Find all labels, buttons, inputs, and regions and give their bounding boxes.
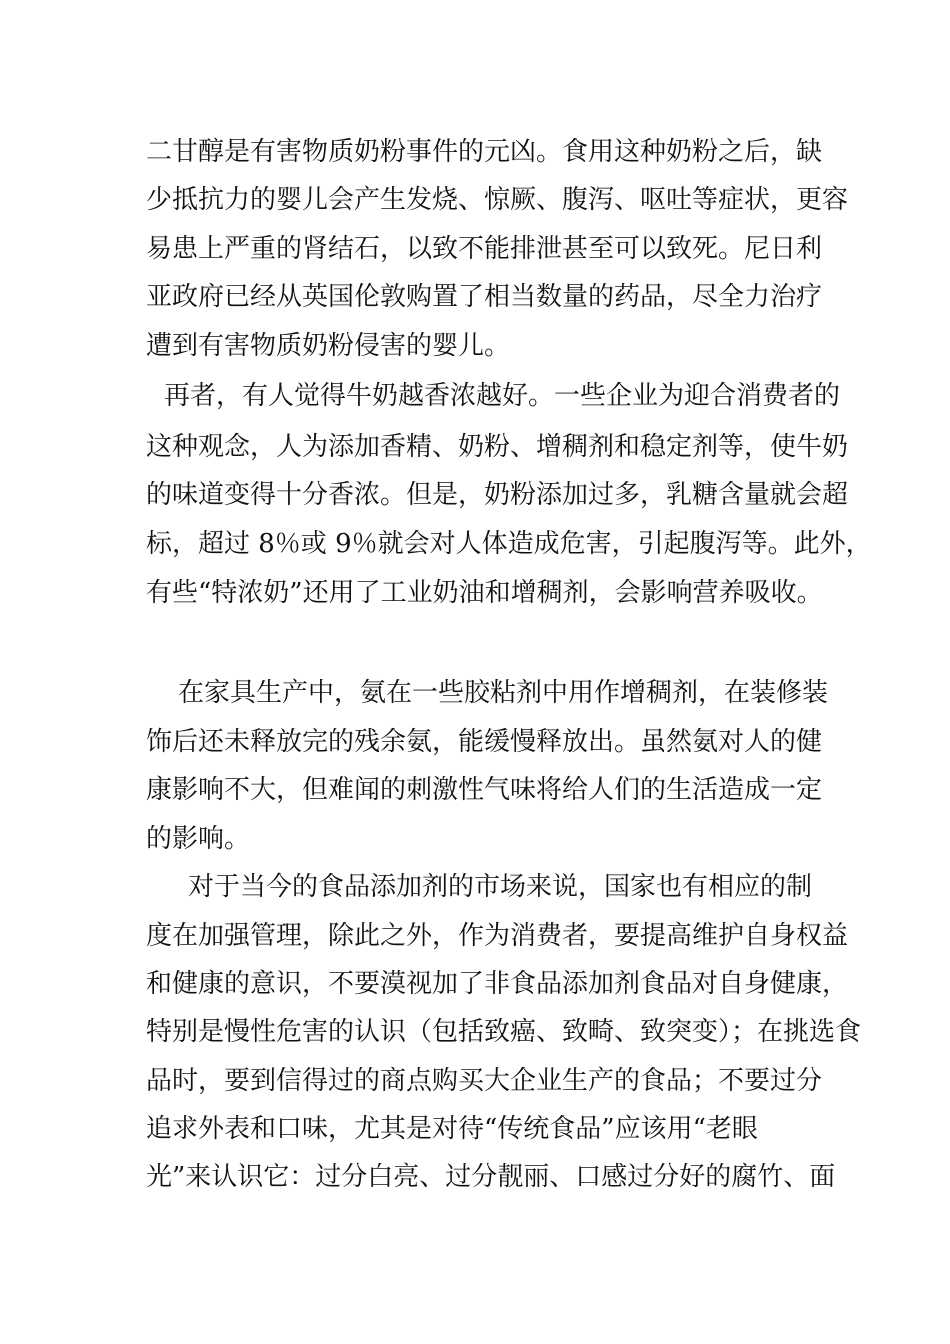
text-line: 和健康的意识，不要漠视加了非食品添加剂食品对自身健康， (146, 969, 849, 999)
text-line: 这种观念，人为添加香精、奶粉、增稠剂和稳定剂等，使牛奶 (146, 432, 849, 462)
text-line: 易患上严重的肾结石，以致不能排泄甚至可以致死。尼日利 (146, 234, 823, 264)
text-line: 品时，要到信得过的商点购买大企业生产的食品；不要过分 (146, 1066, 823, 1096)
text-line: 对于当今的食品添加剂的市场来说，国家也有相应的制 (188, 872, 813, 902)
text-line: 遭到有害物质奶粉侵害的婴儿。 (146, 331, 511, 361)
text-line: 亚政府已经从英国伦敦购置了相当数量的药品，尽全力治疗 (146, 282, 823, 312)
text-line: 光”来认识它：过分白亮、过分靓丽、口感过分好的腐竹、面 (146, 1162, 836, 1192)
text-line: 二甘醇是有害物质奶粉事件的元凶。食用这种奶粉之后，缺 (146, 137, 823, 167)
text-line: 有些“特浓奶”还用了工业奶油和增稠剂，会影响营养吸收。 (146, 578, 823, 608)
text-line: 追求外表和口味，尤其是对待“传统食品”应该用“老眼 (146, 1114, 758, 1144)
text-line: 康影响不大，但难闻的刺激性气味将给人们的生活造成一定 (146, 775, 823, 805)
text-line: 在家具生产中，氨在一些胶粘剂中用作增稠剂，在装修装 (178, 678, 829, 708)
text-line: 度在加强管理，除此之外，作为消费者，要提高维护自身权益 (146, 921, 849, 951)
text-line: 的味道变得十分香浓。但是，奶粉添加过多，乳糖含量就会超 (146, 480, 849, 510)
text-line: 少抵抗力的婴儿会产生发烧、惊厥、腹泻、呕吐等症状，更容 (146, 185, 849, 215)
text-line: 再者，有人觉得牛奶越香浓越好。一些企业为迎合消费者的 (164, 381, 841, 411)
text-line: 的影响。 (146, 824, 251, 854)
text-line: 标，超过 8％或 9％就会对人体造成危害，引起腹泻等。此外， (146, 529, 872, 559)
text-line: 特别是慢性危害的认识（包括致癌、致畸、致突变）；在挑选食 (146, 1017, 862, 1047)
text-line: 饰后还未释放完的残余氨，能缓慢释放出。虽然氨对人的健 (146, 727, 823, 757)
